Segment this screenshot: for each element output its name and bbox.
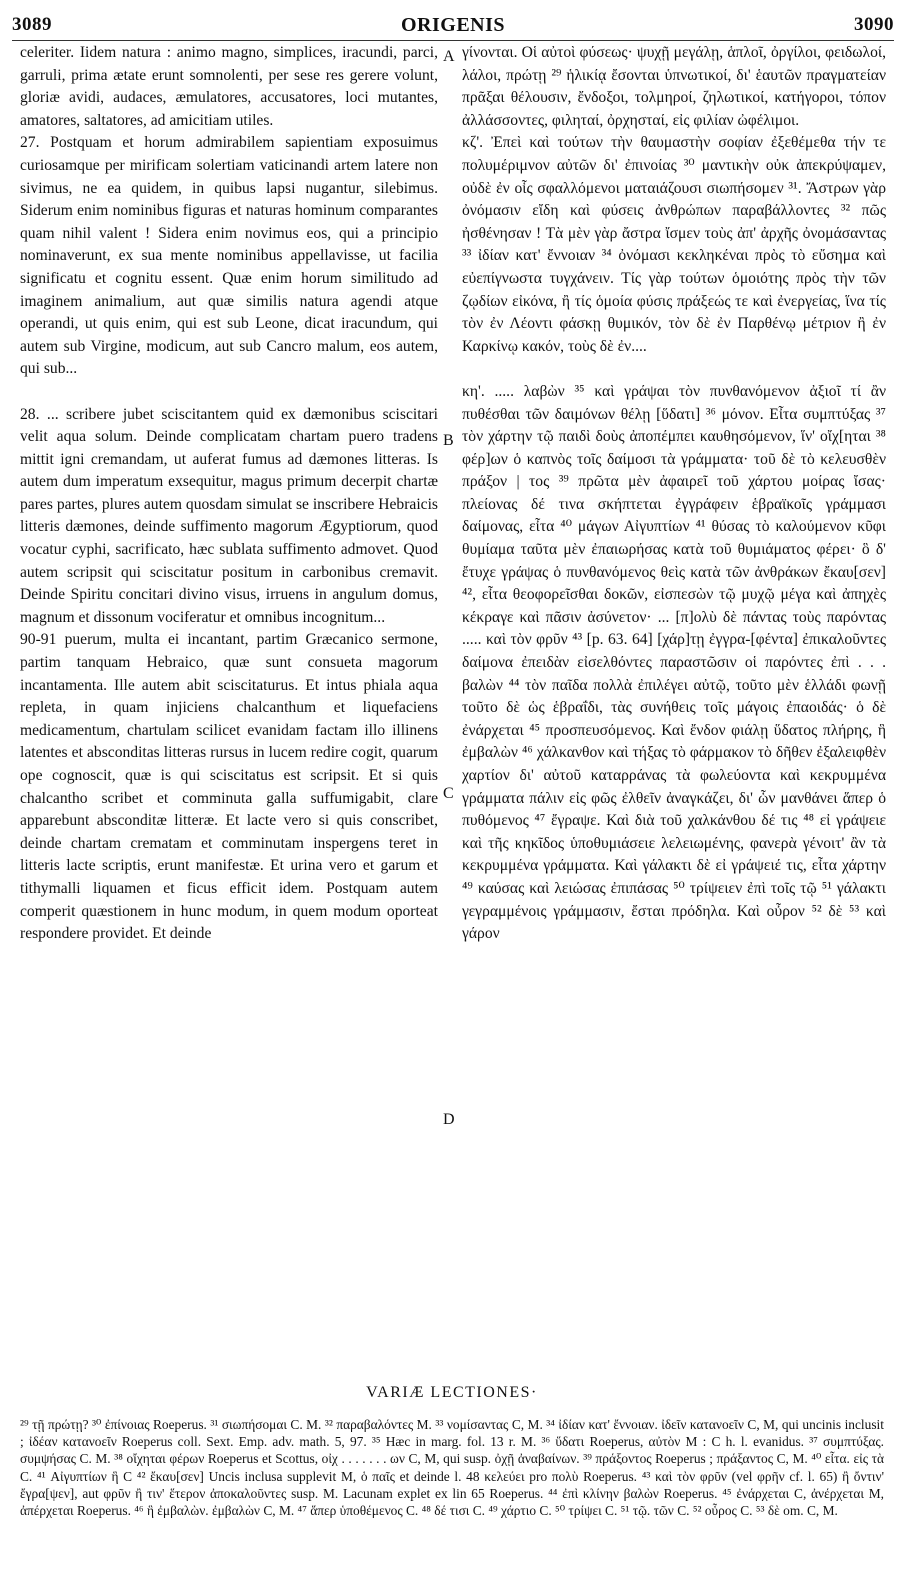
greek-paragraph: γίνονται. Οἱ αὐτοὶ φύσεως· ψυχῇ μεγάλῃ, ἁπλοῖ, ὀργίλοι, φειδωλοί, λάλοι, πρώτῃ ²⁹ ἡλικίᾳ ἔσονται ὑπνωτικοί, δι' ἑαυτῶν πραγματείαν πρᾶξαι θέλουσιν, ἔνδοξοι, τολμηροί, ζηλωτικοί, κατήγοροι, τόπον ἀλλάσσοντες, φιληταί, ὀρχησταί, εἰς φιλίαν ὠφέλιμοι. [462,44,886,129]
section-marker: C [443,785,454,802]
latin-column [20,42,438,946]
section-marker: B [443,432,454,449]
variant-readings: ²⁹ τῇ πρώτῃ? ³⁰ ἐπίνοιας Roeperus. ³¹ σιωπήσομαι C. M. ³² παραβαλόντες M. ³³ νομίσαντας C, M. ³⁴ ἰδίαν κατ' ἔννοιαν. ἰδεῖν κατανοεῖν C, M, qui uncinis inclusit ; ἰδέαν κατανοεῖν Roeperus coll. Sext. Emp. adv. math. 5, 97. ³⁵ Hæc in marg. fol. 13 r. M. ³⁶ ὕδατι Roeperus, αὐτὸν M : C h. l. evanidus. ³⁷ συμπτύξας. συμψήσας C. M. ³⁸ οἴχηται φέρων Roeperus et Scottus, οἰχ . . . . . . . ων C, M, qui susp. ὀχῇ ἀναβαίνων. ³⁹ πράξοντος Roeperus ; πράξαντος C, M. ⁴⁰ εἶτα. εἰς τὰ C. ⁴¹ Αἰγυπτίων ἣ C ⁴² ἔκαυ[σεν] Uncis inclusa supplevit M, ὁ παῖς et deinde l. 48 κελεύει pro πολὺ Roeperus. ⁴³ καὶ τὸν φρῦν (vel φρῆν cf. l. 65) ἢ ὄντιν' ἔγρα[ψεν], aut φρῦν ἢ τιν' ἕτερον ἀποκαλοῦντες susp. M. Lacunam explet ex lin 65 Roeperus. ⁴⁴ ἐπὶ κλίνην βαλὼν Roeperus. ⁴⁵ ἐνάρχεται C, ἀνέρχεται M, ἀπέρχεται Roeperus. ⁴⁶ ἣ ἐμβαλὼν. ἐμβαλὼν C, M. ⁴⁷ ἅπερ ὑποθέμενος C. ⁴⁸ δέ τισι C. ⁴⁹ χάρτιο C. ⁵⁰ τρίψει C. ⁵¹ τῷ. τῶν C. ⁵² οὖρος C. ⁵³ δὲ om. C, M. [20,1417,884,1519]
section-marker: A [443,48,455,65]
latin-paragraph: 28. ... scribere jubet sciscitantem quid ex dæmonibus sciscitari velit aqua solum. Deinde complicatam chartam puero tradens mittit igni cremandam, ut auferat fumus ad dæmones litteras. Is autem dum imperatum exsequitur, magus primum decerpit chartæ pares partes, plures autem quosdam simulat se inscribere Hebraicis litteris dæmones, deinde suffimento magorum Ægyptiorum, quod vocatur cyphi, sacrificato, hæc sublata suffimento admovet. Quod autem scripsit qui sciscitatur positum in carbonibus cremavit. Deinde Spiritu concitari divino visus, irruens in angulum domus, magnum et dissonum vociferatur et omnibus incognitum... [20,405,438,626]
variae-lectiones-notes [20,1416,884,1519]
section-marker: D [443,1111,455,1128]
variae-lectiones-title: VARIÆ LECTIONES· [366,1384,538,1401]
latin-paragraph: 90-91 puerum, multa ei incantant, partim Græcanico sermone, partim tanquam Hebraico, quæ sunt consueta magorum incantamenta. Ille autem abit sciscitaturus. Et intus phiala aqua repleta, in quam injiciens chalcanthum et liquefaciens medicamentum, chartulam scilicet evanidam factam illo illinens latentes et absconditas litteras rursus in lucem redire cogit, quarum ope cognoscit, quæ is qui sciscitatus est scripsit. Et si quis chalcantho scribet et comminuta galla suffumigabit, clare apparebunt absconditæ litteræ. Et lacte vero si quis conscribet, deinde chartam crematam et comminutam inspergens teret in litteris lacte scriptis, erunt manifestæ. Et urina vero et garum et tithymalli liquamen et ficus efficit idem. Postquam autem comperit quæstionem in hunc modum, in quem modum oporteat respondere providet. Et deinde [20,631,438,943]
greek-paragraph: κζ'. Ἐπεὶ καὶ τούτων τὴν θαυμαστὴν σοφίαν ἐξεθέμεθα τήν τε πολυμέριμνον αὐτῶν δι' ἐπινοίας ³⁰ μαντικὴν οὐκ ἀπεκρύψαμεν, οὐδὲ ἐν οἷς σφαλλόμενοι ματαιάζουσι σιωπήσομεν ³¹. Ἄστρων γὰρ ὀνόμασιν εἴδη καὶ φύσεις ἀνθρώπων παραβάλλοντες ³² πῶς ἠσθένησαν ! Τὰ μὲν γὰρ ἄστρα ἴσμεν τοὺς ἀπ' ἀρχῆς ὀνομάσαντας ³³ ἰδίαν κατ' ἔννοιαν ³⁴ ὀνόμασι κεκληκέναι πρὸς τὸ εὔσημα καὶ εὐεπίγνωστα τυγχάνειν. Τίς γὰρ τούτων ὁμοιότης πρὸς τὴν τῶν ζῳδίων εἰκόνα, ἢ τίς ὁμοία φύσις πράξεώς τε καὶ ἐνεργείας, ἵνα τίς τὸν ἐν Λέοντι φάσκῃ θυμικόν, τὸν δὲ ἐν Παρθένῳ μέτριον ἢ ἐν Καρκίνῳ κακόν, τοὺς δὲ ἐν.... [462,134,886,355]
running-title: ORIGENIS [400,14,506,36]
latin-paragraph: celeriter. Iidem natura : animo magno, simplices, iracundi, parci, garruli, prima ætate erunt somnolenti, per sese res gerere volunt, gloriæ avidi, audaces, æmulatores, accusatores, loci mutantes, amatores, saltatores, ad amicitiam utiles. [20,44,438,129]
greek-column [462,42,886,946]
header-rule [12,40,894,41]
page-number-left: 3089 [12,14,52,35]
latin-paragraph: 27. Postquam et horum admirabilem sapientiam exposuimus curiosamque per mirificam solertiam vaticinandi artem latere non sivimus, ne ea quidem, in quibus lapsi nugantur, silebimus. Siderum enim nominibus figuras et naturas hominum comparantes quam nihil valent ! Sidera enim novimus eos, qui a principio nominaverunt, ex sua mente nominibus appellavisse, ut facilia significatu et cognitu essent. Quæ enim horum similitudo ad imaginem animalium, aut quæ similis natura agendi atque operandi, ut quis enim, qui est sub Leone, dicat iracundum, qui autem sub Virgine, modicum, aut sub Cancro malum, eos autem, qui sub... [20,134,438,378]
page-number-right: 3090 [854,14,894,35]
greek-paragraph: κη'. ..... λαβὼν ³⁵ καὶ γράψαι τὸν πυνθανόμενον ἀξιοῖ τί ἂν πυθέσθαι τῶν δαιμόνων θέλῃ [ὕδατι] ³⁶ μόνον. Εἶτα συμπτύξας ³⁷ τὸν χάρτην τῷ παιδὶ δοὺς ἀποπέμπει καυθησόμενον, ἵν' οἴχ[ηται ³⁸ φέρ]ων ὁ καπνὸς τοῖς δαίμοσι τὰ γράμματα· τοῦ δὲ τὸ κελευσθὲν πράξον | τος ³⁹ πρῶτα μὲν ἀφαιρεῖ τοῦ χάρτου μοίρας ἴσας· πλείονας δέ τινα σκήπτεται ἐγγράφειν ἑβραϊκοῖς γράμμασι δαίμονας, εἶτα ⁴⁰ μάγων Αἰγυπτίων ⁴¹ θύσας τὸ καλούμενον κῦφι θυμίαμα ταῦτα μὲν ἐπαιωρήσας κατὰ τοῦ θυμιάματος φέρει· ὃ δ' ἔτυχε γράψας ὁ πυνθανόμενος θεὶς κατὰ τῶν ἀνθράκων ἔκαυ[σεν] ⁴², εἶτα θεοφορεῖσθαι δοκῶν, εἰσπεσὼν τῷ μυχῷ μέγα καὶ ἀπηχὲς κέκραγε καὶ πᾶσιν ἀσύνετον· ... [π]ολὺ δὲ πάντας τοὺς παρόντας ..... καὶ τὸν φρῦν ⁴³ [p. 63. 64] [χάρ]τῃ ἐγγρα-[φέντα] ἐπικαλοῦντες δαίμονα ἐπειδὰν εἰσελθόντες παραστῶσιν οἱ παρόντες ἐπὶ . . . βαλὼν ⁴⁴ τὸν παῖδα πολλὰ ἐπιλέγει αὐτῷ, τοῦτο μὲν ἑλλάδι φωνῇ τοῦτο δὲ ὡς ἑβραΐδι, τὰς συνήθεις τοῖς μάγοις ἐπαοιδάς· ὁ δὲ ἐνάρχεται ⁴⁵ προσπευσόμενος. Καὶ ἔνδον φιάλῃ ὕδατος πλήρης, ἣ ἐμβαλὼν ⁴⁶ χάλκανθον καὶ τήξας τὸ φάρμακον τὸ δῆθεν ἐξαλειφθὲν χαρτίον δι' αὐτοῦ καταρράνας τὰ φωλεύοντα καὶ κεκρυμμένα γράμματα πάλιν εἰς φῶς ἐλθεῖν ἀναγκάζει, δι' ὧν μανθάνει ἅπερ ὁ πυθόμενος ⁴⁷ ἔγραψε. Καὶ διὰ τοῦ χαλκάνθου δέ τις ⁴⁸ εἰ γράψειε καὶ τῆς κηκῖδος ὑποθυμιάσειε λελειωμένης, φανερὰ γένοιτ' ἂν τὰ κεκρυμμένα γράμματα. Καὶ γάλακτι δὲ εἰ γράψειέ τις, εἶτα χάρτην ⁴⁹ καύσας καὶ λειώσας ἐπιπάσας ⁵⁰ τρίψειεν ἐπὶ τοῖς τῷ ⁵¹ γάλακτι γεγραμμένοις γράμμασιν, ἔσται πρόδηλα. Καὶ οὖρον ⁵² δὲ ⁵³ καὶ γάρον [462,382,886,943]
page-header [12,14,894,38]
